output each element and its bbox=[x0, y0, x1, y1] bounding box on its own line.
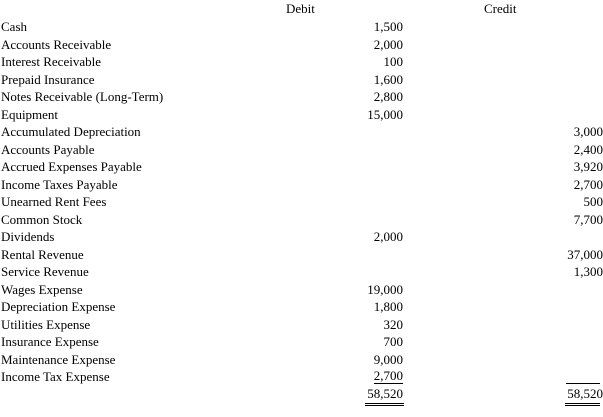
table-row bbox=[0, 351, 600, 369]
account-name: Wages Expense bbox=[1, 281, 83, 297]
table-row bbox=[0, 123, 603, 141]
account-name: Accumulated Depreciation bbox=[1, 124, 141, 139]
table-row bbox=[0, 53, 600, 71]
table-row bbox=[0, 176, 603, 194]
account-name: Prepaid Insurance bbox=[1, 71, 95, 87]
credit-total-rule bbox=[566, 383, 600, 384]
credit-total-double-rule-top bbox=[565, 403, 600, 404]
account-name: Equipment bbox=[1, 106, 59, 122]
account-name: Utilities Expense bbox=[1, 316, 91, 332]
table-row bbox=[0, 106, 600, 124]
debit-total-double-rule-top bbox=[365, 403, 404, 404]
credit-amount: 1,300 bbox=[573, 264, 603, 279]
account-name: Income Tax Expense bbox=[1, 369, 110, 384]
credit-amount: 37,000 bbox=[567, 246, 603, 262]
credit-total-double-rule-bottom bbox=[565, 405, 600, 406]
debit-amount: 100 bbox=[383, 54, 403, 69]
table-row bbox=[0, 158, 603, 176]
credit-amount: 3,920 bbox=[573, 159, 603, 174]
credit-amount: 2,700 bbox=[573, 176, 603, 192]
debit-amount: 2,000 bbox=[373, 229, 403, 244]
account-name: Service Revenue bbox=[1, 264, 89, 279]
debit-amount: 320 bbox=[383, 316, 403, 332]
account-name: Dividends bbox=[1, 229, 55, 244]
credit-amount: 7,700 bbox=[573, 211, 603, 227]
debit-amount: 1,600 bbox=[373, 71, 403, 87]
account-name: Accrued Expenses Payable bbox=[1, 159, 142, 174]
table-row bbox=[0, 211, 603, 229]
account-name: Income Taxes Payable bbox=[1, 176, 118, 192]
credit-total bbox=[567, 385, 603, 402]
table-row bbox=[0, 263, 603, 281]
debit-total bbox=[367, 385, 403, 402]
debit-amount: 19,000 bbox=[367, 281, 403, 297]
table-row bbox=[0, 141, 603, 159]
account-name: Insurance Expense bbox=[1, 334, 99, 349]
account-name: Depreciation Expense bbox=[1, 299, 116, 314]
debit-amount: 9,000 bbox=[373, 351, 403, 367]
account-name: Interest Receivable bbox=[1, 54, 101, 69]
credit-amount: 2,400 bbox=[573, 141, 603, 157]
debit-total-value: 58,520 bbox=[367, 386, 403, 401]
credit-total-value: 58,520 bbox=[567, 386, 603, 401]
table-row bbox=[0, 298, 600, 316]
account-name: Cash bbox=[1, 19, 27, 34]
account-name: Unearned Rent Fees bbox=[1, 194, 107, 209]
credit-column-header: Credit bbox=[484, 1, 517, 16]
totals-row bbox=[0, 385, 603, 407]
account-name: Maintenance Expense bbox=[1, 351, 116, 367]
table-row bbox=[0, 88, 600, 106]
table-row bbox=[0, 193, 603, 211]
debit-column-header: Debit bbox=[286, 1, 315, 16]
table-row bbox=[0, 316, 600, 334]
table-row bbox=[0, 18, 600, 36]
account-name: Common Stock bbox=[1, 211, 83, 227]
account-name: Accounts Receivable bbox=[1, 36, 112, 52]
account-name: Accounts Payable bbox=[1, 141, 95, 157]
table-row bbox=[0, 281, 600, 299]
debit-amount: 2,700 bbox=[373, 368, 403, 383]
debit-amount: 1,800 bbox=[373, 299, 403, 314]
debit-amount: 15,000 bbox=[367, 106, 403, 122]
table-row bbox=[0, 228, 600, 246]
table-row bbox=[0, 333, 600, 351]
debit-amount: 700 bbox=[383, 334, 403, 349]
credit-amount: 3,000 bbox=[573, 124, 603, 139]
credit-amount: 500 bbox=[583, 194, 603, 209]
table-row bbox=[0, 368, 600, 386]
debit-amount: 1,500 bbox=[373, 19, 403, 34]
account-name: Notes Receivable (Long-Term) bbox=[1, 89, 164, 104]
account-name: Rental Revenue bbox=[1, 246, 84, 262]
debit-amount: 2,800 bbox=[373, 89, 403, 104]
table-row bbox=[0, 246, 603, 264]
account-rows bbox=[0, 18, 603, 386]
table-row bbox=[0, 71, 600, 89]
debit-total-double-rule-bottom bbox=[365, 405, 404, 406]
debit-amount: 2,000 bbox=[373, 36, 403, 52]
table-row bbox=[0, 36, 600, 54]
